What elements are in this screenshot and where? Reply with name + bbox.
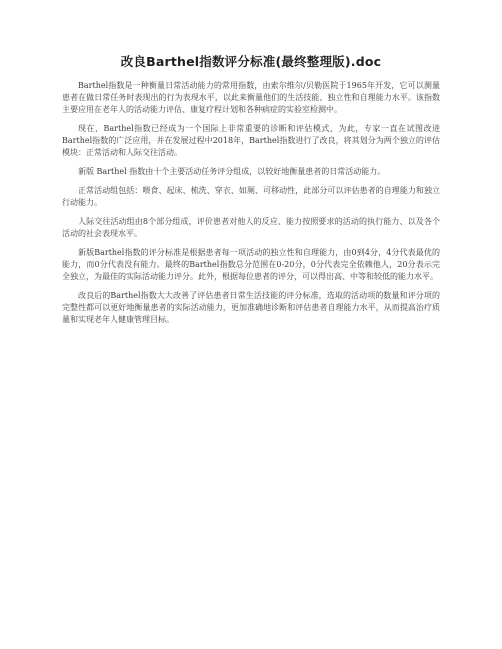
paragraph-4: 正常活动组包括：喂食、起床、梳洗、穿衣、如厕、可移动性，此部分可以评估患者的自理能力和独立行动能力。 <box>62 186 440 207</box>
paragraph-6: 新版Barthel指数的评分标准是根据患者每一项活动的独立性和自理能力，由0到4分，4分代表最优的能力，而0分代表没有能力。最终的Barthel指数总分范围在0-20分，0分代表完全依赖他人，20分表示完全独立，为最佳的实际活动能力评分。此外，根据每位患者的评分，可以得出高、中等和较低的能力水平。 <box>62 248 440 281</box>
paragraph-7: 改良后的Barthel指数大大改善了评估患者日常生活技能的评分标准，选取的活动项的数量和评分项的完整性都可以更好地衡量患者的实际活动能力，更加准确地诊断和评估患者自理能力水平，从而提高治疗质量和实现老年人健康管理目标。 <box>62 291 440 324</box>
paragraph-1: Barthel指数是一种衡量日常活动能力的常用指数，由索尔维尔/贝勒医院于1965年开发，它可以测量患者在做日常任务时表现出的行为表现水平，以此来衡量他们的生活技能、独立性和自理能力水平。该指数主要应用在老年人的活动能力评估、康复疗程计划和各种病症的实验室检测中。 <box>62 81 440 114</box>
document-body <box>62 80 440 333</box>
paragraph-3: 新版 Barthel 指数由十个主要活动任务评分组成，以较好地衡量患者的日常活动能力。 <box>78 167 386 176</box>
paragraph-5: 人际交往活动组由8个部分组成，评价患者对他人的反应、能力按照要求的活动的执行能力、以及各个活动的社会表现水平。 <box>62 217 440 238</box>
document-title: 改良Barthel指数评分标准(最终整理版).doc <box>120 54 382 69</box>
paragraph-2: 现在，Barthel指数已经成为一个国际上非常重要的诊断和评估模式，为此，专家一直在试图改进Barthel指数的广泛应用，并在发展过程中2018年，Barthel指数进行了改良，将其划分为两个独立的评估模块：正常活动和人际交往活动。 <box>62 124 440 157</box>
